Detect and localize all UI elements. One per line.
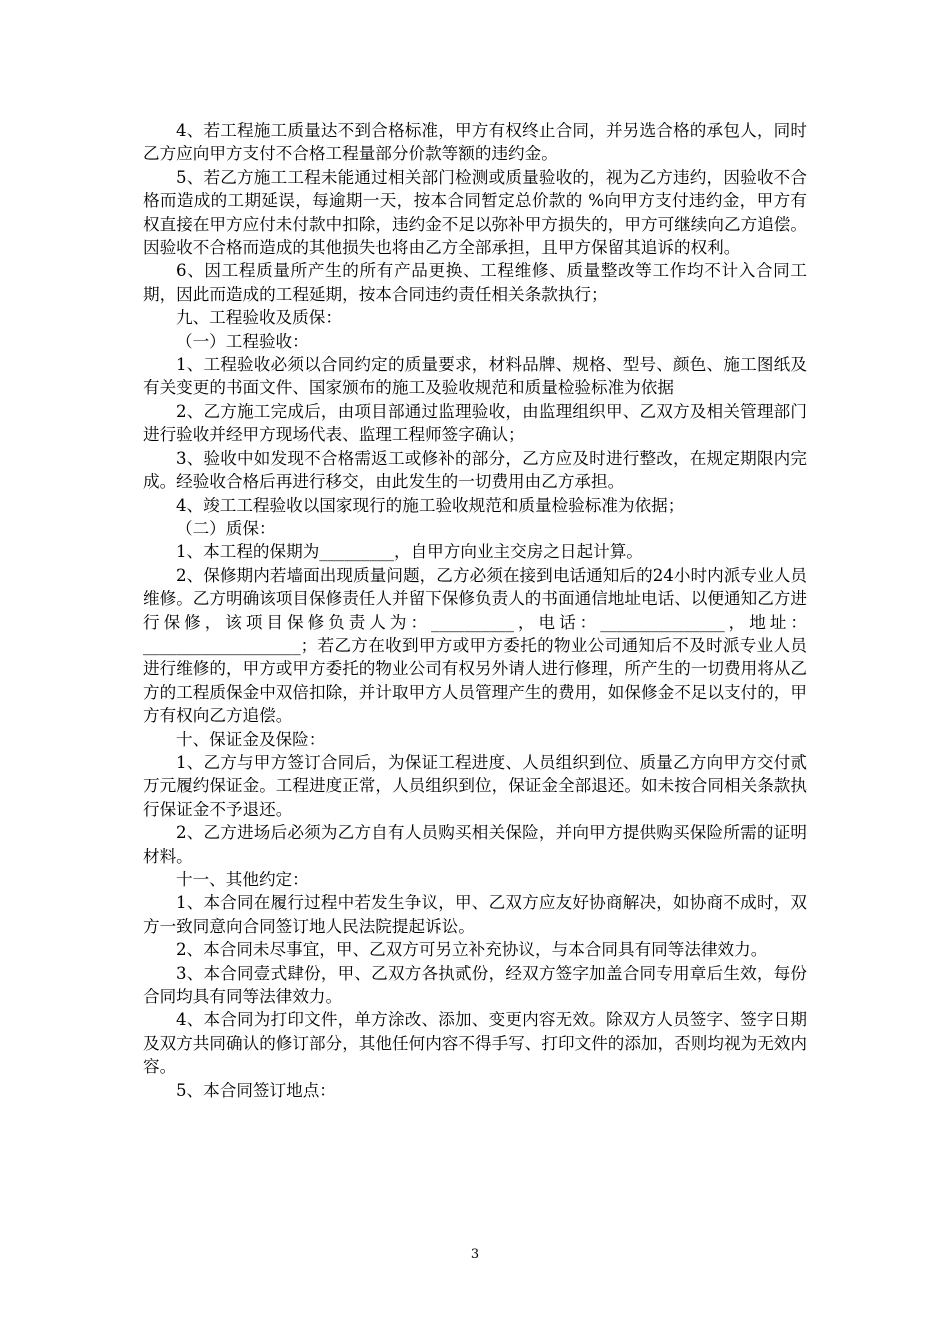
paragraph-dispute: 1、本合同在履行过程中若发生争议，甲、乙双方应友好协商解决，如协商不成时，双方一致同意向合同签订地人民法院提起诉讼。 xyxy=(143,893,807,936)
section-heading-deposit-insurance: 十、保证金及保险： xyxy=(176,729,326,749)
paragraph-copies: 3、本合同壹式肆份，甲、乙双方各执贰份，经双方签字加盖合同专用章后生效，每份合同均具有同等法律效力。 xyxy=(143,963,807,1007)
paragraph-completion-standard: 4、竣工工程验收以国家现行的施工验收规范和质量检验标准为依据； xyxy=(176,495,685,515)
paragraph-supplement: 2、本合同未尽事宜，甲、乙双方可另立补充协议，与本合同具有同等法律效力。 xyxy=(176,940,768,960)
paragraph-inspection-failure: 5、若乙方施工工程未能通过相关部门检测或质量验收的，视为乙方违约，因验收不合格而造成的工期延误，每逾期一天，按本合同暂定总价款的 %向甲方支付违约金，甲方有权直接在甲方应付未付款中扣除，违约金不足以弥补甲方损失的，甲方可继续向乙方追偿。因验收不合格而造成的其他损失也将由乙方全部承担，且甲方保留其追诉的权利。 xyxy=(143,167,807,258)
paragraph-acceptance-basis: 1、工程验收必须以合同约定的质量要求，材料品牌、规格、型号、颜色、施工图纸及有关变更的书面文件、国家颁布的施工及验收规范和质量检验标准为依据 xyxy=(143,355,807,398)
paragraph-quality-rework: 6、因工程质量所产生的所有产品更换、工程维修、质量整改等工作均不计入合同工期，因此而造成的工程延期，按本合同违约责任相关条款执行； xyxy=(143,261,807,304)
subsection-heading-acceptance: （一）工程验收： xyxy=(176,331,309,351)
paragraph-printed-document: 4、本合同为打印文件，单方涂改、添加、变更内容无效。除双方人员签字、签字日期及双方共同确认的修订部分，其他任何内容不得手写、打印文件的添加，否则均视为无效内容。 xyxy=(143,1010,807,1077)
subsection-heading-warranty: （二）质保： xyxy=(176,518,276,538)
paragraph-insurance: 2、乙方进场后必须为乙方自有人员购买相关保险，并向甲方提供购买保险所需的证明材料。 xyxy=(143,823,807,866)
page-number: 3 xyxy=(470,1247,480,1262)
paragraph-signing-location: 5、本合同签订地点： xyxy=(176,1080,336,1100)
paragraph-warranty-repair: 2、保修期内若墙面出现质量问题，乙方必须在接到电话通知后的24小时内派专业人员维修。乙方明确该项目保修责任人并留下保修负责人的书面通信地址电话、以便通知乙方进行保修，该项目保修负责人为：__________，电话：_______________，地址：___________________；若乙方在收到甲方或甲方委托的物业公司通知后不及时派专业人员进行维修的，甲方或甲方委托的物业公司有权另外请人进行修理，所产生的一切费用将从乙方的工程质保金中双倍扣除，并计取甲方人员管理产生的费用，如保修金不足以支付的，甲方有权向乙方追偿。 xyxy=(143,565,807,726)
section-heading-acceptance-warranty: 九、工程验收及质保： xyxy=(176,308,342,328)
section-heading-other-terms: 十一、其他约定： xyxy=(176,870,309,889)
paragraph-warranty-period: 1、本工程的保期为_________，自甲方向业主交房之日起计算。 xyxy=(176,542,643,562)
paragraph-acceptance-rework: 3、验收中如发现不合格需返工或修补的部分，乙方应及时进行整改，在规定期限内完成。经验收合格后再进行移交，由此发生的一切费用由乙方承担。 xyxy=(143,448,807,492)
paragraph-quality-termination: 4、若工程施工质量达不到合格标准，甲方有权终止合同，并另选合格的承包人，同时乙方应向甲方支付不合格工程量部分价款等额的违约金。 xyxy=(143,121,807,164)
paragraph-performance-deposit: 1、乙方与甲方签订合同后，为保证工程进度、人员组织到位、质量乙方向甲方交付贰万元履约保证金。工程进度正常，人员组织到位，保证金全部退还。如未按合同相关条款执行保证金不予退还。 xyxy=(143,752,807,819)
document-body xyxy=(143,119,807,1102)
paragraph-acceptance-process: 2、乙方施工完成后，由项目部通过监理验收，由监理组织甲、乙双方及相关管理部门进行验收并经甲方现场代表、监理工程师签字确认； xyxy=(143,401,807,445)
